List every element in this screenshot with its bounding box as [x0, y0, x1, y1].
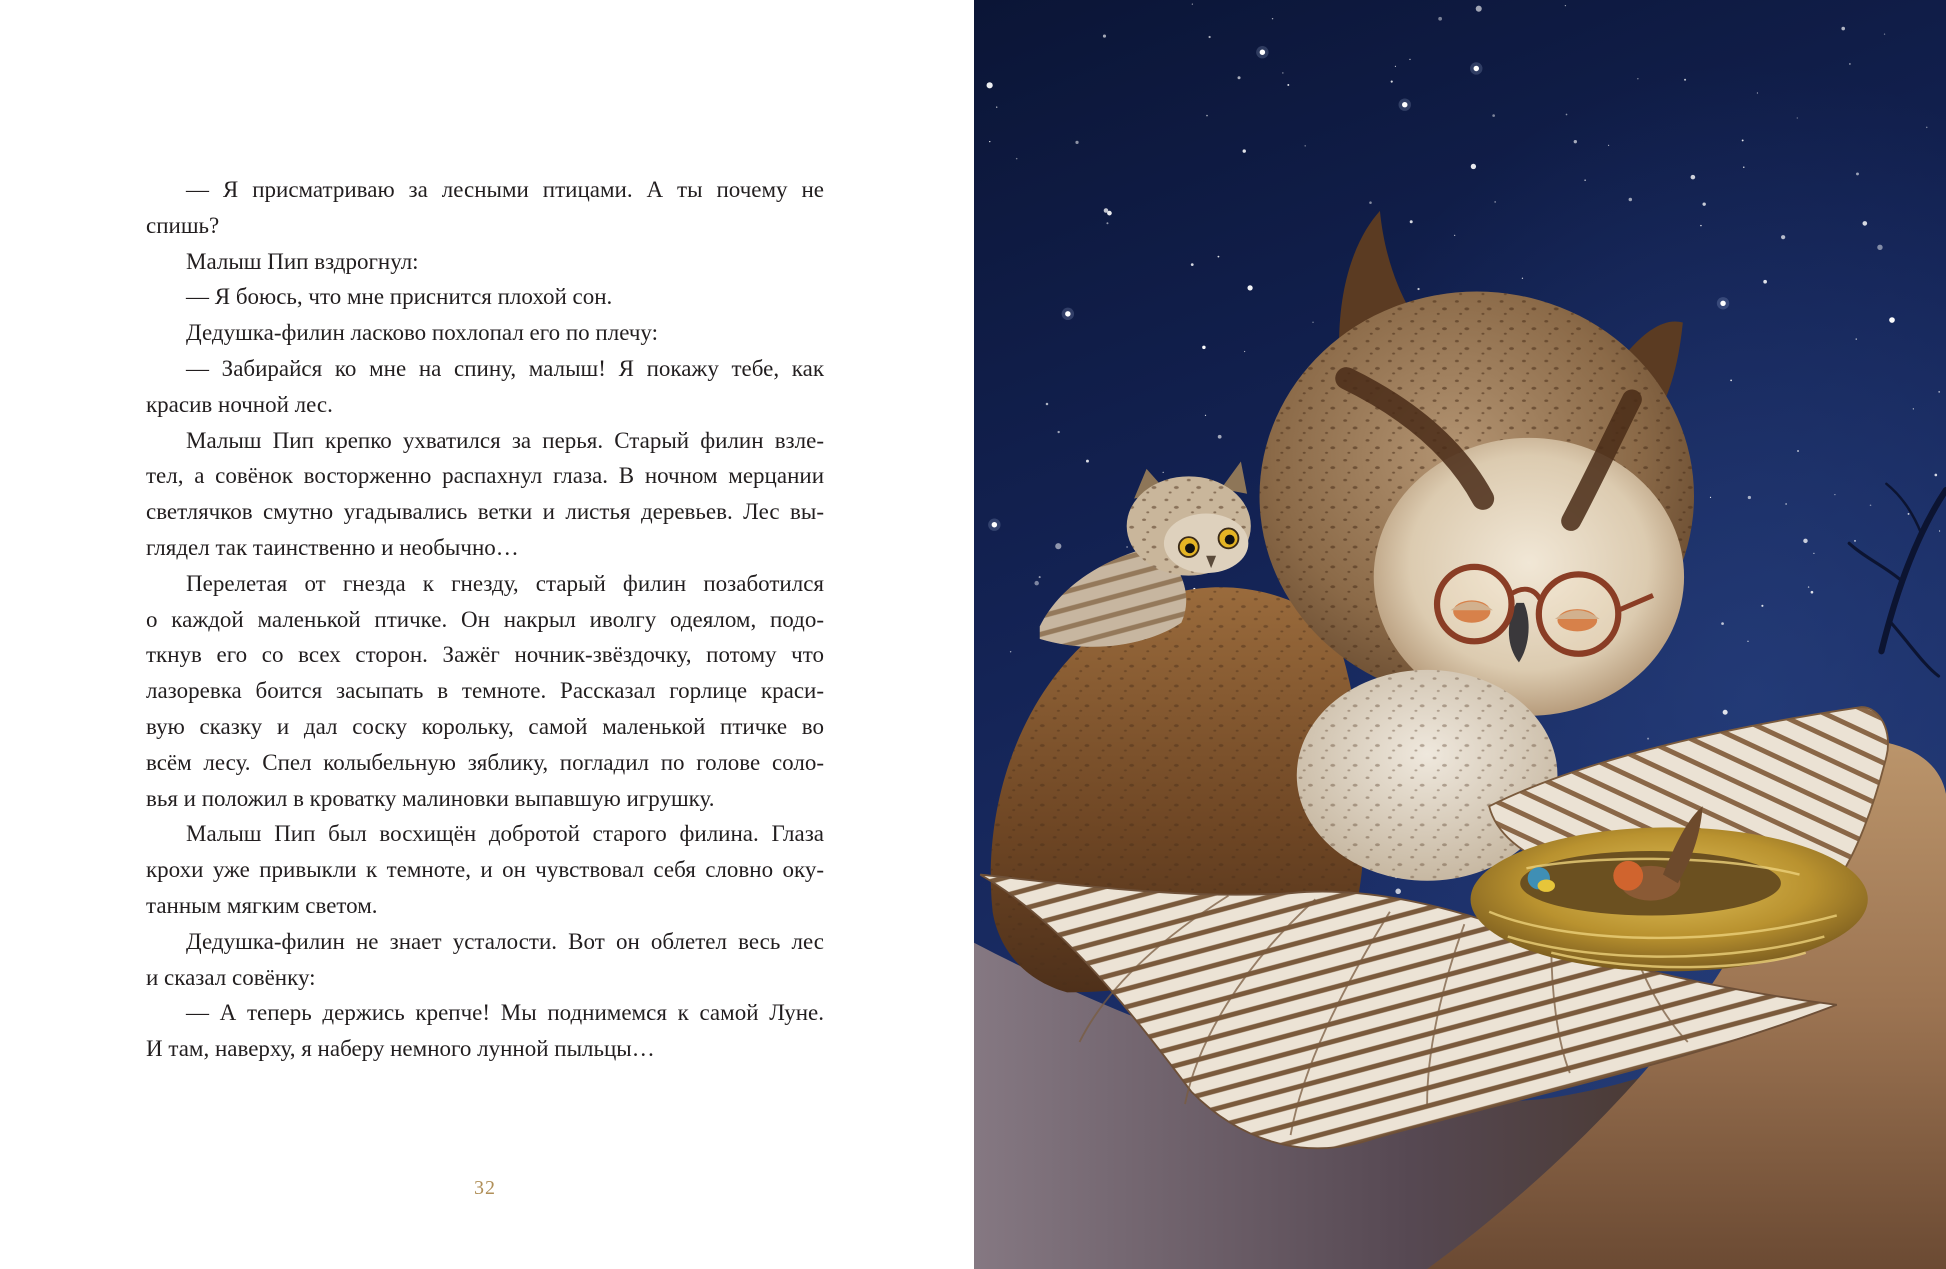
text-line: Дедушка-филин ласково похлопал его по плечу:	[186, 320, 659, 346]
star	[1474, 66, 1479, 71]
text-line: — Я присматриваю за лесными птицами. А ты почему не	[186, 177, 824, 202]
text-line: — А теперь держись крепче! Мы поднимемся к самой Луне.	[186, 1000, 824, 1026]
star	[1761, 605, 1763, 607]
star	[1877, 245, 1882, 250]
star	[996, 107, 997, 108]
star	[1884, 33, 1885, 34]
paragraph	[146, 924, 824, 996]
star	[1813, 553, 1814, 554]
star	[1218, 435, 1222, 439]
star	[1304, 145, 1305, 146]
star	[1781, 235, 1785, 239]
text-line: спишь?	[146, 212, 220, 238]
star	[1206, 115, 1208, 117]
paragraph	[146, 279, 824, 315]
text-line: — Забирайся ко мне на спину, малыш! Я покажу тебе, как	[186, 355, 824, 381]
star	[1935, 474, 1938, 477]
star	[1854, 540, 1856, 542]
star	[1395, 889, 1401, 895]
star	[1287, 84, 1289, 86]
text-line: ткнув его со всех сторон. Зажёг ночник-звёздочку, потому что	[146, 642, 824, 668]
star	[1841, 27, 1845, 31]
text-line: Перелетая от гнезда к гнезду, старый филин позаботился	[186, 570, 824, 596]
text-line: лазоревка боится засыпать в темноте. Рассказал горлице краси-	[146, 678, 824, 704]
star	[1856, 338, 1857, 339]
star	[1057, 431, 1059, 433]
star	[1244, 351, 1245, 352]
star	[1282, 72, 1283, 73]
paragraph	[146, 995, 824, 1067]
text-line: крохи уже привыкли к темноте, и он чувствовал себя словно оку-	[146, 857, 824, 883]
star	[1785, 503, 1787, 505]
star	[1721, 622, 1724, 625]
page-number: 32	[474, 1177, 496, 1199]
star	[989, 141, 990, 142]
star	[1710, 497, 1711, 498]
star	[1192, 3, 1193, 4]
text-line: Малыш Пип был восхищён добротой старого филина. Глаза	[186, 821, 824, 847]
star	[1417, 288, 1419, 290]
star	[1126, 546, 1127, 547]
star	[1608, 145, 1609, 146]
star	[1730, 379, 1732, 381]
star	[1395, 66, 1396, 67]
star	[1870, 504, 1872, 506]
blue-chick-belly	[1538, 879, 1555, 891]
glasses-left-lens	[1437, 567, 1511, 641]
star	[1106, 222, 1108, 224]
star	[1720, 301, 1725, 306]
star	[1647, 738, 1649, 740]
star	[1205, 415, 1206, 416]
star	[1743, 166, 1744, 167]
star	[1410, 220, 1413, 223]
star	[1218, 256, 1220, 258]
robin-head	[1613, 861, 1643, 891]
illustration-page	[974, 0, 1946, 1269]
star	[1856, 172, 1859, 175]
star	[1629, 198, 1633, 201]
star	[1476, 6, 1482, 12]
star	[1494, 201, 1495, 202]
text-line: Малыш Пип крепко ухватился за перья. Старый филин взле-	[186, 427, 824, 453]
star	[1010, 651, 1011, 652]
star	[1034, 581, 1038, 585]
star	[1454, 235, 1455, 236]
star	[1797, 450, 1799, 452]
text-line: Малыш Пип вздрогнул:	[186, 248, 419, 274]
star	[1075, 141, 1078, 144]
star	[1272, 18, 1273, 19]
star	[1016, 158, 1018, 160]
text-line: тел, а совёнок восторженно распахнул глаза. В ночном мерцании	[146, 463, 824, 489]
star	[1402, 102, 1407, 107]
star	[1763, 280, 1767, 284]
star	[1103, 35, 1106, 38]
text-line: Дедушка-филин не знает усталости. Вот он облетел весь лес	[186, 928, 824, 954]
star	[1238, 76, 1241, 79]
star	[1723, 710, 1728, 715]
star	[1243, 149, 1246, 152]
owl-illustration	[974, 0, 1946, 1269]
star	[1565, 5, 1566, 6]
star	[1391, 81, 1393, 83]
star	[1574, 140, 1577, 143]
star	[987, 82, 993, 88]
star	[1260, 49, 1265, 54]
body-text	[146, 172, 824, 1067]
star	[1202, 346, 1205, 349]
text-line: и сказал совёнку:	[146, 964, 316, 990]
text-line: — Я боюсь, что мне приснится плохой сон.	[186, 284, 613, 310]
star	[1939, 530, 1940, 531]
star	[1191, 263, 1194, 266]
owlet-right-pupil	[1225, 535, 1235, 545]
star	[1849, 63, 1850, 64]
text-line: вую сказку и дал соску корольку, самой маленькой птичке во	[146, 713, 824, 739]
star	[1438, 17, 1442, 21]
star	[1834, 494, 1835, 495]
star	[1039, 576, 1041, 578]
paragraph	[146, 351, 824, 423]
owlet-left-pupil	[1185, 543, 1195, 553]
paragraph	[146, 315, 824, 351]
star	[1908, 513, 1910, 515]
star	[1637, 78, 1638, 79]
star	[1522, 278, 1523, 279]
star	[1926, 127, 1927, 128]
text-line: танным мягким светом.	[146, 892, 378, 918]
star	[1369, 201, 1372, 204]
star	[1684, 79, 1686, 81]
star	[1742, 139, 1744, 141]
star	[1862, 221, 1867, 226]
text-line: вья и положил в кроватку малиновки выпавшую игрушку.	[146, 785, 715, 811]
paragraph	[146, 423, 824, 566]
paragraph	[146, 244, 824, 280]
star	[1757, 92, 1758, 93]
star	[1702, 202, 1705, 205]
text-line: глядел так таинственно и необычно…	[146, 534, 519, 560]
star	[1209, 36, 1211, 38]
paragraph	[146, 172, 824, 244]
star	[1086, 460, 1089, 463]
star	[992, 522, 997, 527]
star	[1691, 175, 1696, 180]
text-line: красив ночной лес.	[146, 391, 333, 417]
paragraph	[146, 566, 824, 817]
star	[1065, 311, 1070, 316]
star	[1748, 496, 1751, 499]
star	[1409, 59, 1410, 60]
star	[1797, 117, 1798, 118]
text-line: всём лесу. Спел колыбельную зяблику, погладил по голове соло-	[146, 749, 824, 775]
star	[1055, 543, 1061, 549]
star	[1107, 211, 1112, 216]
star	[1247, 285, 1252, 290]
star	[1046, 403, 1049, 406]
star	[1747, 641, 1748, 642]
star	[1913, 408, 1914, 409]
star	[1811, 591, 1814, 594]
owl-chest-speckles	[1297, 670, 1558, 881]
star	[1584, 179, 1586, 181]
star	[1492, 114, 1495, 117]
text-line: светлячков смутно угадывались ветки и листья деревьев. Лес вы-	[146, 499, 824, 525]
glasses-right-lens	[1539, 574, 1618, 653]
star	[1803, 539, 1807, 543]
paragraph	[146, 816, 824, 923]
star	[1566, 114, 1568, 116]
star	[1471, 164, 1476, 169]
star	[1312, 322, 1313, 323]
star	[1163, 472, 1164, 473]
star	[1938, 391, 1940, 393]
star	[1889, 317, 1895, 323]
star	[1808, 586, 1809, 587]
star	[1700, 225, 1701, 226]
text-line: И там, наверху, я наберу немного лунной пыльцы…	[146, 1036, 655, 1062]
text-line: о каждой маленькой птичке. Он накрыл иволгу одеялом, подо-	[146, 606, 824, 632]
